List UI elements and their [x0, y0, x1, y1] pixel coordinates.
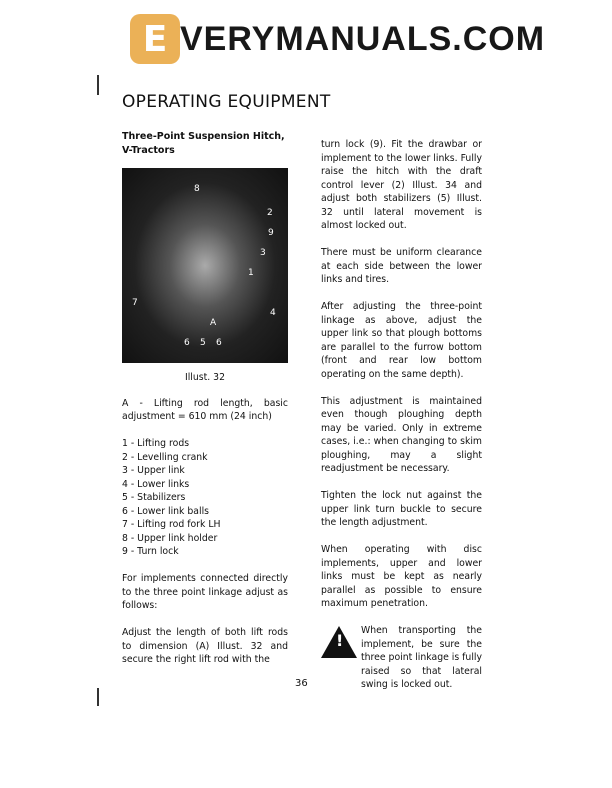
- photo-label: 9: [268, 228, 274, 238]
- page-number: 36: [295, 678, 308, 689]
- photo-label: 3: [260, 248, 266, 258]
- paragraph: Adjust the length of both lift rods to dimension (A) Illust. 32 and secure the right lift rod with the: [122, 627, 288, 665]
- list-item: 9 - Turn lock: [122, 546, 179, 557]
- watermark-logo-icon: E: [130, 14, 180, 64]
- right-column: [321, 138, 482, 705]
- watermark-text: VERYMANUALS.COM: [180, 19, 546, 58]
- list-item: 4 - Lower links: [122, 478, 190, 490]
- paragraph: After adjusting the three-point linkage as above, adjust the upper link so that plough bottoms are parallel to the furrow bottom (front and rear low bottom operating on the same depth).: [321, 301, 482, 380]
- paragraph: turn lock (9). Fit the drawbar or implement to the lower links. Fully raise the hitch with the draft control lever (2) Illust. 34 and adjust both stabilizers (5) Illust. 32 until lateral movement is almost locked out.: [321, 139, 482, 231]
- warning-block: [321, 624, 482, 705]
- hitch-photo: [122, 168, 288, 363]
- warning-text: When transporting the implement, be sure the three point linkage is fully raised so that lateral swing is locked out.: [361, 625, 482, 690]
- list-item: 2 - Levelling crank: [122, 451, 208, 463]
- section-heading: Three-Point Suspension Hitch, V-Tractors: [122, 131, 285, 156]
- left-column: [122, 130, 288, 680]
- legend-list: [122, 437, 288, 559]
- margin-mark: [97, 75, 99, 95]
- paragraph: Tighten the lock nut against the upper link turn buckle to secure the length adjustment.: [321, 490, 482, 528]
- list-item: 5 - Stabilizers: [122, 492, 186, 503]
- warning-icon: !: [321, 626, 357, 658]
- paragraph: This adjustment is maintained even though ploughing depth may be varied. Only in extreme cases, i.e.: when changing to skim ploughing, may a slight readjustment be necessary.: [321, 395, 482, 474]
- page-title: OPERATING EQUIPMENT: [122, 92, 331, 112]
- photo-label: 6: [184, 338, 190, 348]
- photo-label: 1: [248, 268, 254, 278]
- list-item: 8 - Upper link holder: [122, 532, 218, 544]
- photo-label: 7: [132, 298, 138, 308]
- paragraph: When operating with disc implements, upper and lower links must be kept as nearly parallel as possible to ensure maximum penetration.: [321, 544, 482, 609]
- photo-label: 6: [216, 338, 222, 348]
- photo-label: 8: [194, 184, 200, 194]
- photo-label: 4: [270, 308, 276, 318]
- photo-label: A: [210, 318, 217, 328]
- paragraph: There must be uniform clearance at each side between the lower links and tires.: [321, 247, 482, 285]
- dimension-note: A - Lifting rod length, basic adjustment = 610 mm (24 inch): [122, 397, 288, 422]
- photo-label: 5: [200, 338, 206, 348]
- photo-label: 2: [267, 208, 273, 218]
- list-item: 6 - Lower link balls: [122, 505, 209, 517]
- list-item: 7 - Lifting rod fork LH: [122, 519, 221, 530]
- list-item: 3 - Upper link: [122, 465, 185, 476]
- paragraph: For implements connected directly to the three point linkage adjust as follows:: [122, 573, 288, 611]
- list-item: 1 - Lifting rods: [122, 438, 190, 449]
- margin-mark: [97, 688, 99, 706]
- illustration-caption: Illust. 32: [184, 372, 226, 383]
- watermark: [130, 14, 545, 64]
